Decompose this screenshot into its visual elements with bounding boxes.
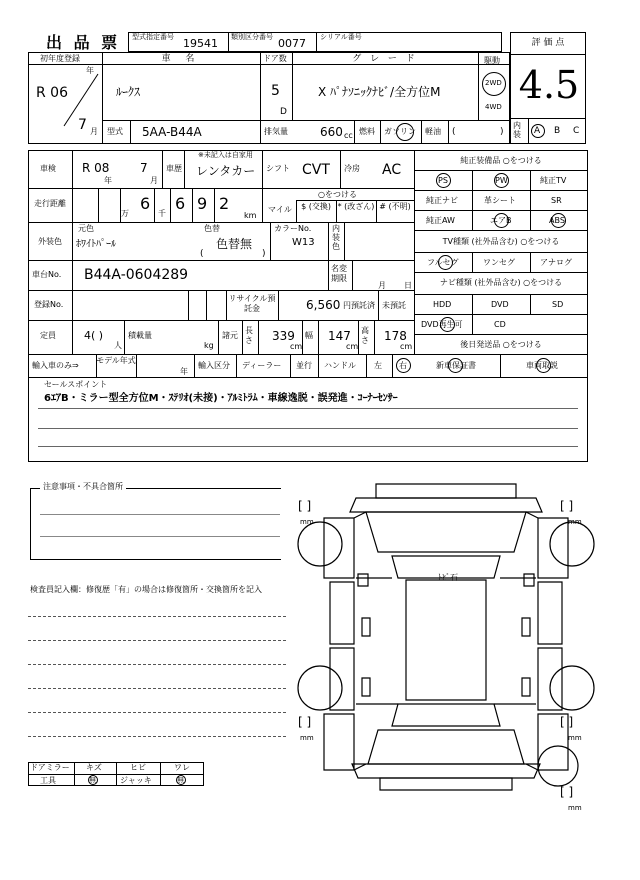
equipment-header: 純正装備品 ○をつける [460,156,542,165]
ac-value: AC [382,162,402,178]
legend-scratch: キズ [86,763,102,772]
color-no-value: W13 [292,237,315,248]
displacement-value: 660 [320,125,343,139]
fuel-label: 燃料 [359,127,375,136]
length-unit: cm [290,342,303,351]
inspection-era: R 08 [82,161,110,175]
recycle-label: リサイクル預託金 [228,294,276,313]
name-change-month: 月 [378,281,386,290]
navi-hdd: HDD [433,300,452,309]
legend-tool: 工具 [40,776,56,785]
navi-dvd: DVD [491,300,509,309]
sales-point-box [28,378,588,462]
displacement-unit: cc [344,131,353,140]
doors-suffix: D [280,107,287,117]
color-change-value: 色替無 [216,237,253,251]
tv-oneseg: ワンセグ [483,258,515,267]
score-value: 4.5 [518,63,580,107]
tv-header: TV種類 (社外品含む) ○をつける [442,237,560,246]
first-reg-month-unit: 月 [90,127,98,136]
equip-ps: PS [438,176,448,185]
doors-label: ドア数 [263,54,287,63]
interior-grade-c: C [573,126,580,136]
legend-tool-none: 無 [89,776,96,784]
mm-rl: mm [300,734,314,742]
import-dealer: ディーラー [242,361,282,370]
unknown-label: # (不明) [379,202,411,211]
shift-label: シフト [266,164,290,173]
ac-label: 冷房 [344,164,360,173]
stone-chip-note: ﾄﾋﾞ石 [438,573,458,582]
bracket-fl: [ ] [298,499,312,513]
equip-sr: SR [551,196,562,205]
model-designation-label: 型式指定番号 [132,33,174,41]
car-name: ﾙｰｸｽ [116,85,141,99]
handle-right: 右 [399,361,407,370]
mileage-digit-3: 2 [219,194,230,213]
name-change-label: 名変期限 [331,264,347,283]
chassis-number: B44A-0604289 [84,267,189,283]
dims-label: 諸元 [222,331,238,340]
name-change-day: 日 [404,281,412,290]
capacity-label: 定員 [40,331,56,340]
fuel-diesel: 軽油 [425,127,441,136]
navi-sd: SD [552,300,564,309]
load-label: 積載量 [128,331,152,340]
mileage-digit-1: 6 [175,194,186,213]
chassis-label: 車台No. [32,270,62,279]
first-reg-year-unit: 年 [86,66,94,75]
exchange-label: $ (交換) [301,202,331,211]
inspection-year-unit: 年 [104,176,112,185]
drive-4wd: 4WD [485,103,502,111]
navi-header: ナビ種類 (社外品含む) ○をつける [439,278,563,287]
mm-spare: mm [568,804,582,812]
notes-box [30,488,281,560]
mileage-sen-unit: 千 [158,209,166,218]
color-paren-open: ( [200,249,204,259]
legend-jack-none: 無 [177,776,184,784]
color-change-label: 色替 [204,224,220,233]
import-category-label: 輸入区分 [198,361,230,370]
interior-color-label: 内装色 [332,224,340,251]
exterior-color-label: 外装色 [38,237,62,246]
color-paren-close: ) [262,249,266,259]
bracket-fr: [ ] [560,499,574,513]
drive-label: 駆動 [484,56,500,65]
later-warranty: 新車保証書 [436,361,476,370]
history-note: ※未記入は自家用 [198,151,253,159]
width-label: 幅 [305,331,313,340]
handle-left: 左 [374,361,382,370]
recycle-amount: 6,560 [306,298,341,312]
first-reg-label: 初年度登録 [40,54,80,63]
reg-no-label: 登録No. [34,300,64,309]
car-name-label: 車 名 [161,54,201,64]
mileage-digit-2: 9 [197,194,208,213]
load-unit: kg [204,341,214,350]
history-value: レンタカー [196,164,256,178]
interior-label: 内装 [513,121,521,139]
equip-pw: PW [495,176,508,185]
fuel-bracket-open: ( [452,127,456,137]
mm-fr: mm [568,518,582,526]
car-damage-diagram [296,478,596,808]
category-label: 類別区分番号 [231,33,273,41]
legend-crack: ヒビ [130,763,146,772]
tv-fullseg: フルセグ [427,258,459,267]
equip-navi: 純正ナビ [426,196,458,205]
tv-analog: アナログ [540,258,572,267]
equip-tv: 純正TV [540,176,567,185]
serial-label: シリアル番号 [320,33,362,41]
handle-label: ハンドル [324,361,356,370]
mm-rr: mm [568,734,582,742]
inspection-label: 車検 [40,164,56,173]
orig-color-value: ﾎﾜｲﾄﾊﾟｰﾙ [76,239,116,250]
drive-2wd: 2WD [485,79,502,87]
legend-break: ワレ [174,763,190,772]
tampered-label: * (改ざん) [337,202,375,211]
length-label: 長さ [245,326,253,345]
later-header: 後日発送品 ○をつける [460,340,542,349]
displacement-label: 排気量 [264,127,288,136]
bracket-rl: [ ] [298,715,312,729]
width-value: 147 [328,329,351,343]
width-unit: cm [346,342,359,351]
equip-leather: 革シート [484,196,516,205]
capacity-value: 4( ) [84,329,104,342]
fuel-bracket-close: ) [500,127,504,137]
height-value: 178 [384,329,407,343]
history-label: 車歴 [166,164,182,173]
equip-airbag: エアB [490,216,512,225]
shift-value: CVT [302,162,330,178]
import-parallel: 並行 [296,361,312,370]
mile-label: マイル [268,205,292,214]
mileage-note: ○をつける [318,190,357,199]
first-reg-era: R 06 [36,85,68,101]
legend-mirror: ドアミラー [30,763,70,772]
height-label: 高さ [361,326,369,345]
later-manual: 車両取説 [526,361,558,370]
bracket-spare: [ ] [560,785,574,799]
color-no-label: カラーNo. [274,224,312,233]
mileage-label: 走行距離 [34,199,66,208]
notes-label: 注意事項・不具合箇所 [40,481,126,492]
first-reg-month: 7 [78,117,87,133]
grade-label: グ レ ー ド [352,54,418,64]
orig-color-label: 元色 [78,224,94,233]
inspection-month: 7 [140,161,148,175]
recycle-paid: 円預託済 [343,301,375,310]
model-year-label: モデル年式 [96,356,136,365]
category-number: 0077 [278,37,306,50]
model-designation-number: 19541 [183,37,218,50]
interior-grade-b: B [554,126,561,136]
navi-dvd-play: DVD再生可 [421,320,463,329]
bracket-rr: [ ] [560,715,574,729]
mileage-man-digit: 6 [140,194,151,213]
sales-point-text: 6ｴｱB・ミラー型全方位M・ｽﾃﾘｵ(未接)・ｱﾙﾐﾄﾗﾑ・車線逸脱・誤発進・ｺｰﾅｰｾﾝｻｰ [44,393,398,404]
grade-value: X ﾊﾟﾅｿﾆｯｸﾅﾋﾞ/全方位M [318,85,441,99]
sheet-title: 出 品 票 [46,33,121,52]
mm-fl: mm [300,518,314,526]
inspector-note: 検査員記入欄：修復歴「有」の場合は修復箇所・交換箇所を記入 [30,585,262,594]
inspection-month-unit: 月 [150,176,158,185]
interior-grade-a: A [534,126,541,136]
doors-count: 5 [271,83,280,99]
score-label: 評 価 点 [531,38,565,48]
equip-abs: ABS [549,216,565,225]
equip-aw: 純正AW [426,216,455,225]
mileage-man-unit: 万 [121,209,129,218]
model-type-value: 5AA-B44A [142,125,202,139]
capacity-unit: 人 [114,341,122,350]
legend-jack: ジャッキ [120,776,152,785]
import-label: 輸入車のみ⇒ [32,361,79,370]
fuel-gasoline: ガソリン [384,127,416,136]
length-value: 339 [272,329,295,343]
mileage-unit: km [244,211,257,220]
recycle-unpaid: 未預託 [382,301,406,310]
sales-point-label: セールスポイント [44,380,108,389]
model-type-label: 型式 [107,127,123,136]
navi-cd: CD [494,320,506,329]
height-unit: cm [400,342,413,351]
model-year-unit: 年 [180,367,188,376]
